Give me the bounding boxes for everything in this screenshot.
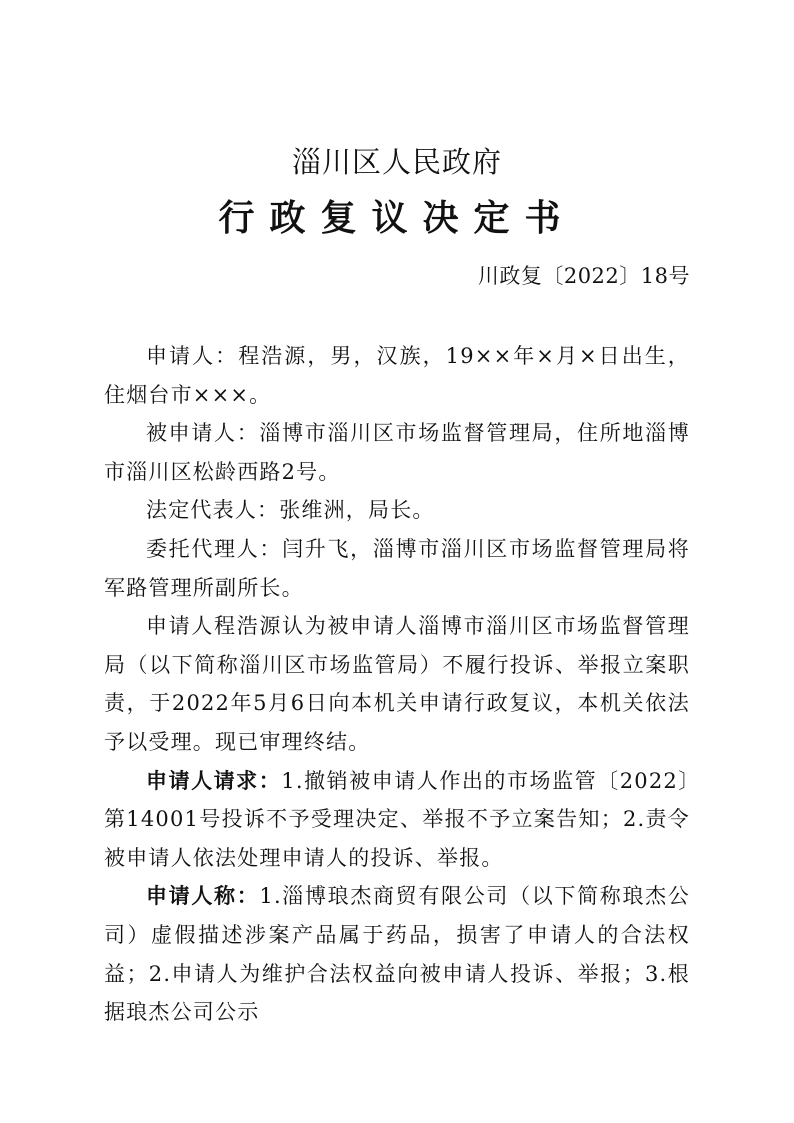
document-title: 行政复议决定书: [218, 198, 576, 239]
agent-paragraph: 委托代理人：闫升飞，淄博市淄川区市场监督管理局将军路管理所副所长。: [104, 536, 690, 600]
claims-text: 1.淄博琅杰商贸有限公司（以下简称琅杰公司）虚假描述涉案产品属于药品，损害了申请人的合法权益；2.申请人为维护合法权益向被申请人投诉、举报；3.根据琅杰公司公示: [104, 884, 690, 1025]
request-paragraph: [104, 762, 690, 878]
respondent-paragraph: 被申请人：淄博市淄川区市场监督管理局，住所地淄博市淄川区松龄西路2号。: [104, 421, 690, 484]
claims-paragraph: [104, 877, 690, 1031]
issuing-organization: 淄川区人民政府: [291, 145, 502, 179]
case-summary-paragraph: 申请人程浩源认为被申请人淄博市淄川区市场监督管理局（以下简称淄川区市场监管局）不履行投诉、举报立案职责，于2022年5月6日向本机关申请行政复议，本机关依法予以受理。现已审理终结。: [104, 614, 690, 754]
document-body: [104, 337, 690, 1032]
document-number: 川政复〔2022〕18号: [477, 264, 690, 288]
applicant-paragraph: 申请人：程浩源，男，汉族，19××年×月×日出生，住烟台市×××。: [104, 344, 690, 407]
request-label: 申请人请求：: [146, 768, 282, 793]
claims-label: 申请人称：: [146, 884, 260, 909]
legal-representative-paragraph: 法定代表人：张维洲，局长。: [146, 498, 435, 523]
request-text: 1.撤销被申请人作出的市场监管〔2022〕第14001号投诉不予受理决定、举报不予立案告知；2.责令被申请人依法处理申请人的投诉、举报。: [104, 768, 690, 870]
